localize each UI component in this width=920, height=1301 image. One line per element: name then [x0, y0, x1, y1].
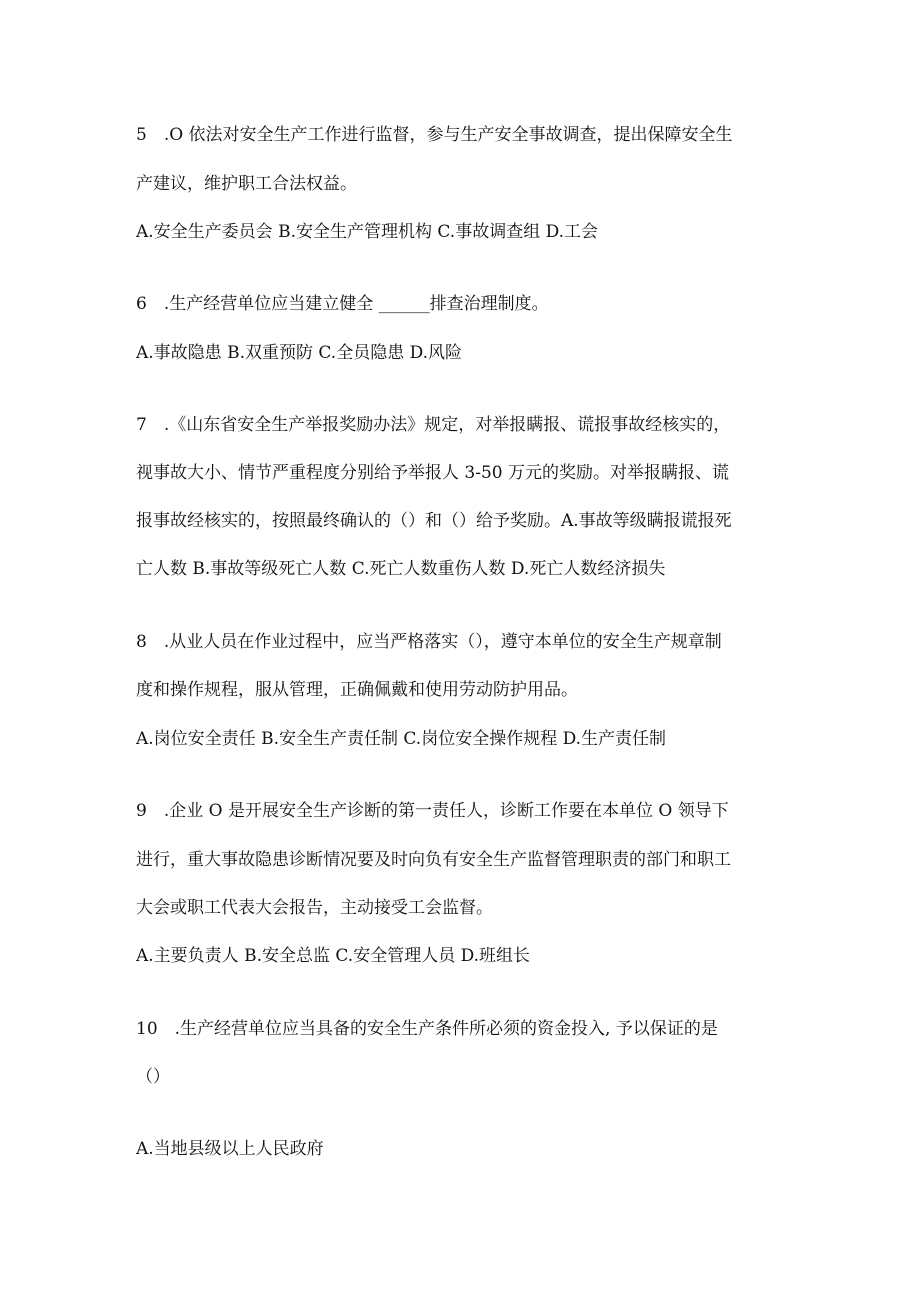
question-5-line-1: 5 .O 依法对安全生产工作进行监督，参与生产安全事故调查，提出保障安全生 [136, 125, 733, 145]
question-6-line-1: 6 .生产经营单位应当建立健全 ______排查治理制度。 [136, 294, 549, 314]
question-8-line-1: 8 .从业人员在作业过程中，应当严格落实（），遵守本单位的安全生产规章制 [136, 632, 722, 652]
question-5-options: A.安全生产委员会 B.安全生产管理机构 C.事故调查组 D.工会 [136, 222, 599, 242]
question-8-options: A.岗位安全责任 B.安全生产责任制 C.岗位安全操作规程 D.生产责任制 [136, 729, 667, 749]
question-5-line-2: 产建议，维护职工合法权益。 [136, 174, 357, 194]
question-9-line-3: 大会或职工代表大会报告，主动接受工会监督。 [136, 898, 493, 918]
question-6-options: A.事故隐患 B.双重预防 C.全员隐患 D.风险 [136, 343, 463, 363]
question-9-line-2: 进行，重大事故隐患诊断情况要及时向负有安全生产监督管理职责的部门和职工 [136, 850, 731, 870]
question-9-line-1: 9 .企业 O 是开展安全生产诊断的第一责任人，诊断工作要在本单位 O 领导下 [136, 801, 729, 821]
question-7-line-4: 亡人数 B.事故等级死亡人数 C.死亡人数重伤人数 D.死亡人数经济损失 [136, 559, 666, 579]
question-8-line-2: 度和操作规程，服从管理，正确佩戴和使用劳动防护用品。 [136, 680, 578, 700]
question-10-line-2: （） [136, 1067, 170, 1087]
question-7-line-3: 报事故经核实的，按照最终确认的（）和（）给予奖励。A.事故等级瞒报谎报死 [136, 511, 732, 531]
question-7-line-2: 视事故大小、情节严重程度分别给予举报人 3-50 万元的奖励。对举报瞒报、谎 [136, 463, 729, 483]
question-9-options: A.主要负责人 B.安全总监 C.安全管理人员 D.班组长 [136, 946, 531, 966]
question-10-options: A.当地县级以上人民政府 [136, 1139, 324, 1159]
question-10-line-1: 10 .生产经营单位应当具备的安全生产条件所必须的资金投入, 予以保证的是 [136, 1019, 718, 1039]
question-7-line-1: 7 .《山东省安全生产举报奖励办法》规定，对举报瞒报、谎报事故经核实的， [136, 415, 731, 435]
